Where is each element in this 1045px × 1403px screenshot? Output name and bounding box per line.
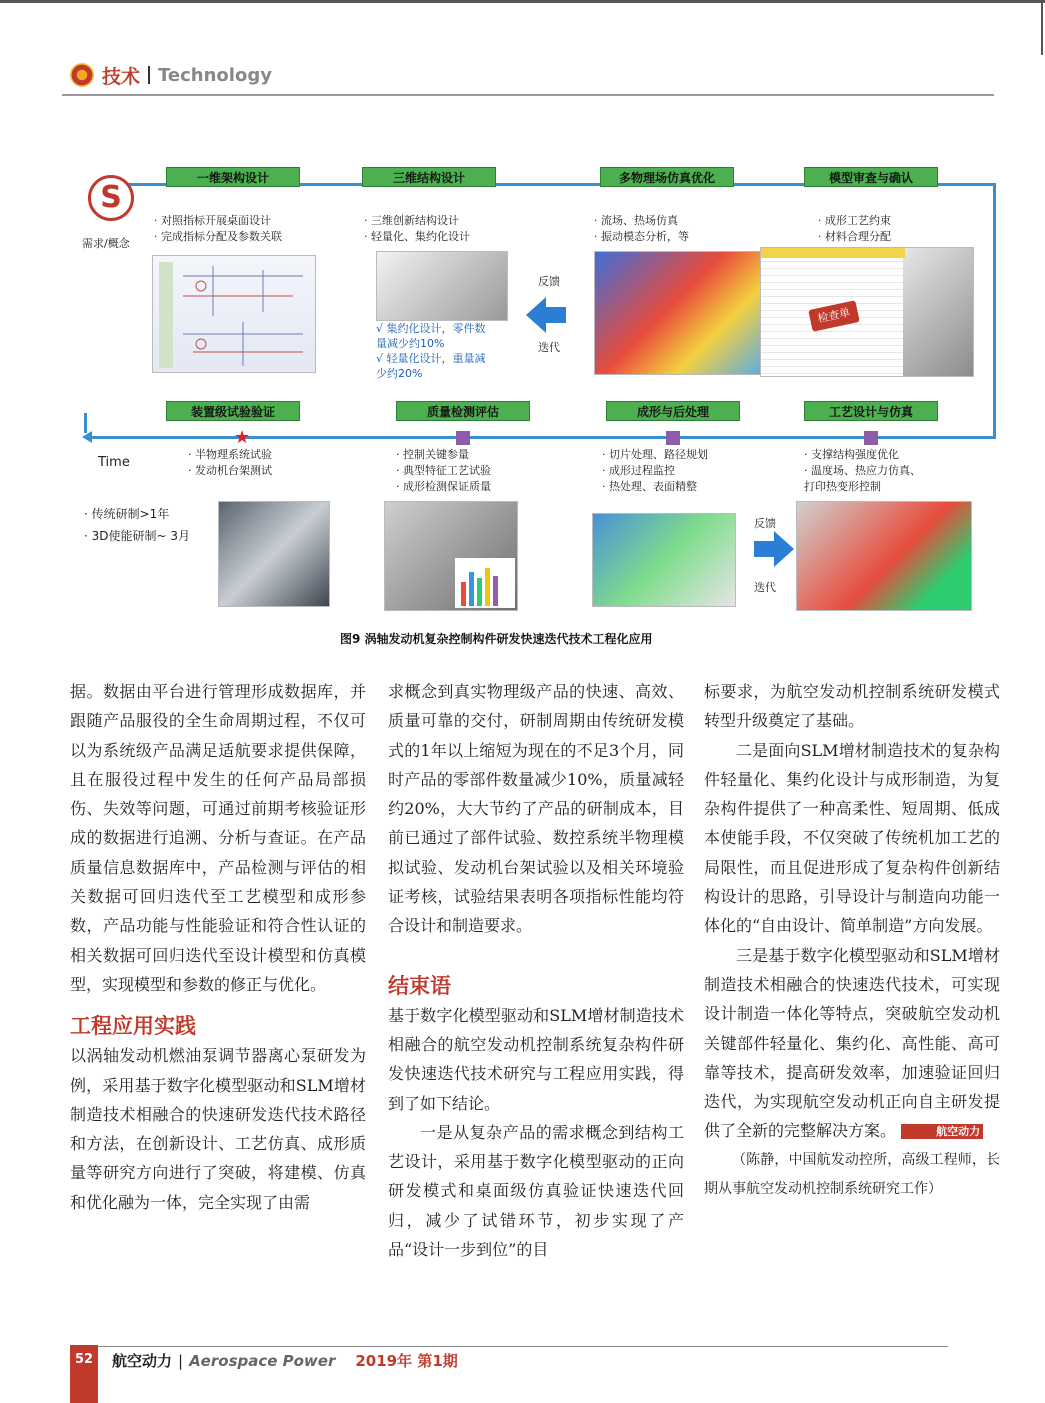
- bullet: · 成形检测保证质量: [396, 480, 491, 493]
- bullet: 打印热变形控制: [804, 480, 881, 493]
- bullet: · 流场、热场仿真: [594, 214, 678, 227]
- bullet: · 温度场、热应力仿真、: [804, 464, 921, 477]
- stage-process-design: 工艺设计与仿真: [804, 401, 938, 421]
- milestone-marker-icon: [456, 431, 470, 445]
- bullets-bottom-1: [188, 447, 272, 479]
- paragraph: 求概念到真实物理级产品的快速、高效、质量可靠的交付，研制周期由传统研发模式的1年以上缩短为现在的不足3个月，同时产品的零部件数量减少10%，质量减轻约20%，大大节约了产品的研制成本，目前已通过了部件试验、数控系统半物理模拟试验、发动机台架试验以及相关环境验证考核，试验结果表明各项指标性能均符合设计和制造要求。: [388, 682, 684, 936]
- heading-engineering-practice: 工程应用实践: [70, 1014, 196, 1039]
- stage-multiphysics: 多物理场仿真优化: [600, 167, 734, 187]
- paragraph: 一是从复杂产品的需求概念到结构工艺设计，采用基于数字化模型驱动的正向研发模式和桌面级仿真验证快速迭代回归，减少了试错环节，初步实现了产品“设计一步到位”的目: [388, 1122, 684, 1260]
- text-column-2: [388, 677, 684, 1264]
- figure-caption: 图9 涡轴发动机复杂控制构件研发快速迭代技术工程化应用: [340, 632, 653, 646]
- period-note: · 3D使能研制~ 3月: [84, 529, 191, 543]
- bullet: · 对照指标开展桌面设计: [154, 214, 271, 227]
- text-column-3: [704, 677, 1000, 1204]
- bullet: · 轻量化、集约化设计: [364, 230, 470, 243]
- simulation-results-image: [594, 251, 762, 375]
- stage-forming-postprocess: 成形与后处理: [606, 401, 740, 421]
- process-simulation-images: [796, 501, 972, 611]
- iterate-arrow-body: [754, 541, 774, 557]
- stage-1d-architecture: 一维架构设计: [166, 167, 300, 187]
- flow-line-left-tick: [84, 413, 87, 433]
- issue-label: 2019年 第1期: [355, 1352, 458, 1370]
- test-rig-photo: [218, 501, 330, 607]
- period-note: · 传统研制>1年: [84, 507, 170, 521]
- right-frame-line: [1041, 0, 1043, 55]
- paragraph: 据。数据由平台进行管理形成数据库，并跟随产品服役的全生命周期过程，不仅可以为系统级产品满足适航要求提供保障，且在服役过程中发生的任何产品局部损伤、失效等问题，可通过前期考核验证形成的数据进行追溯、分析与查证。在产品质量信息数据库中，产品检测与评估的相关数据可回归迭代至工艺模型和成形参数，产品功能与性能验证和符合性认证的相关数据可回归迭代至设计模型和仿真模型，实现模型和参数的修正与优化。: [70, 682, 366, 994]
- footer-masthead: [112, 1350, 458, 1371]
- footer-rule: [98, 1346, 948, 1347]
- bullet: · 切片处理、路径规划: [602, 448, 708, 461]
- bar-chart-thumbnail-icon: [385, 502, 519, 612]
- bullets-stage-2: [364, 213, 470, 245]
- feedback-arrow-body: [546, 307, 566, 323]
- time-label: Time: [98, 455, 130, 470]
- bullets-bottom-4: [804, 447, 921, 495]
- section-title-en: Technology: [158, 64, 272, 86]
- milestone-star-icon: ★: [234, 427, 251, 448]
- bullets-stage-3: [594, 213, 689, 245]
- bullet: · 控制关键参量: [396, 448, 469, 461]
- heading-conclusion: 结束语: [388, 973, 451, 998]
- bullets-stage-4: [818, 213, 891, 245]
- note-line: √ 集约化设计，零件数: [376, 322, 486, 335]
- stage-device-test: 装置级试验验证: [166, 401, 300, 421]
- paragraph-text: 三是基于数字化模型驱动和SLM增材制造技术相融合的快速迭代技术，可实现设计制造一体化等特点，突破航空发动机关键部件轻量化、集约化、高性能、高可靠等技术，提高研发效率，加速验证回归迭代，为实现航空发动机正向自主研发提供了全新的完整解决方案。: [704, 945, 1000, 1141]
- review-part-render: [903, 248, 973, 376]
- bullet: · 典型特征工艺试验: [396, 464, 491, 477]
- paragraph: 以涡轴发动机燃油泵调节器离心泵研发为例，采用基于数字化模型驱动和SLM增材制造技术相融合的快速研发迭代技术路径和方法，在创新设计、工艺仿真、成形质量等研究方向进行了突破，将建模、仿真和优化融为一体，完全实现了由需: [70, 1046, 366, 1212]
- schematic-lines-icon: [153, 256, 317, 374]
- paragraph: 标要求，为航空发动机控制系统研发模式转型升级奠定了基础。: [704, 682, 1000, 731]
- period-notes: [84, 503, 190, 547]
- milestone-marker-icon: [666, 431, 680, 445]
- checklist-header-bar: [761, 248, 905, 258]
- top-frame-line: [0, 0, 1045, 3]
- bullets-bottom-2: [396, 447, 491, 495]
- header-rule: [62, 94, 994, 96]
- note-line: √ 轻量化设计，重量减: [376, 352, 486, 365]
- bullet: · 成形工艺约束: [818, 214, 891, 227]
- bullet: · 发动机台架测试: [188, 464, 272, 477]
- paragraph: 二是面向SLM增材制造技术的复杂构件轻量化、集约化设计与成形制造，为复杂构件提供了一种高柔性、短周期、低成本使能手段，不仅突破了传统机加工艺的局限性，而且促进形成了复杂构件创新结构设计的思路，引导设计与制造向功能一体化的“自由设计、简单制造”方向发展。: [704, 740, 1000, 936]
- flow-line-right: [993, 183, 996, 439]
- magazine-name-cn: 航空动力: [112, 1352, 173, 1370]
- demand-concept-label: 需求/概念: [82, 237, 130, 250]
- feedback-label-bottom: 反馈: [754, 517, 776, 530]
- bullet: · 半物理系统试验: [188, 448, 272, 461]
- magazine-name-en: Aerospace Power: [189, 1351, 336, 1370]
- flow-line-bottom: [90, 436, 996, 439]
- paragraph: 基于数字化模型驱动和SLM增材制造技术相融合的航空发动机控制系统复杂构件研发快速迭代技术研究与工程应用实践，得到了如下结论。: [388, 1005, 684, 1113]
- section-title-cn: 技术: [102, 65, 141, 88]
- bullet: · 成形过程监控: [602, 464, 675, 477]
- footer-divider: |: [178, 1351, 184, 1370]
- bullet: · 完成指标分配及参数关联: [154, 230, 282, 243]
- bullet: · 振动模态分析，等: [594, 230, 689, 243]
- note-line: 少约20%: [376, 367, 423, 380]
- bullet: · 热处理、表面精整: [602, 480, 697, 493]
- bullet: · 支撑结构强度优化: [804, 448, 899, 461]
- time-arrow-icon: [82, 431, 92, 443]
- checklist-stamp: 检查单: [808, 300, 860, 331]
- design-results-note: [376, 321, 486, 381]
- start-s-icon: S: [88, 175, 134, 221]
- inspection-images: [384, 501, 518, 611]
- section-divider: [148, 66, 150, 84]
- forming-process-images: [592, 513, 736, 607]
- note-line: 量减少约10%: [376, 337, 445, 350]
- iterate-arrow-right-icon: [774, 531, 794, 567]
- feedback-arrow-left-icon: [526, 297, 546, 333]
- figure-process-diagram: [70, 155, 1000, 625]
- stage-3d-structure: 三维结构设计: [362, 167, 496, 187]
- milestone-marker-icon: [864, 431, 878, 445]
- 3d-part-image: [376, 251, 508, 321]
- iterate-label-top: 迭代: [538, 341, 560, 354]
- bullet: · 材料合理分配: [818, 230, 891, 243]
- section-header: [70, 60, 272, 90]
- journal-logo-icon: [70, 63, 94, 87]
- bullets-bottom-3: [602, 447, 708, 495]
- author-note: （陈静，中国航发动控所，高级工程师，长期从事航空发动机控制系统研究工作）: [704, 1151, 1000, 1197]
- page-number: 52: [74, 1352, 94, 1367]
- bullet: · 三维创新结构设计: [364, 214, 459, 227]
- checklist-and-model-image: [760, 247, 974, 377]
- feedback-label-top: 反馈: [538, 275, 560, 288]
- stage-quality-inspection: 质量检测评估: [396, 401, 530, 421]
- iterate-label-bottom: 迭代: [754, 581, 776, 594]
- paragraph: [704, 941, 1000, 1146]
- bullets-stage-1: [154, 213, 282, 245]
- brand-end-tag: 航空动力: [901, 1124, 983, 1139]
- text-column-1: [70, 677, 366, 1217]
- stage-model-review: 模型审查与确认: [804, 167, 938, 187]
- schematic-diagram-image: [152, 255, 316, 373]
